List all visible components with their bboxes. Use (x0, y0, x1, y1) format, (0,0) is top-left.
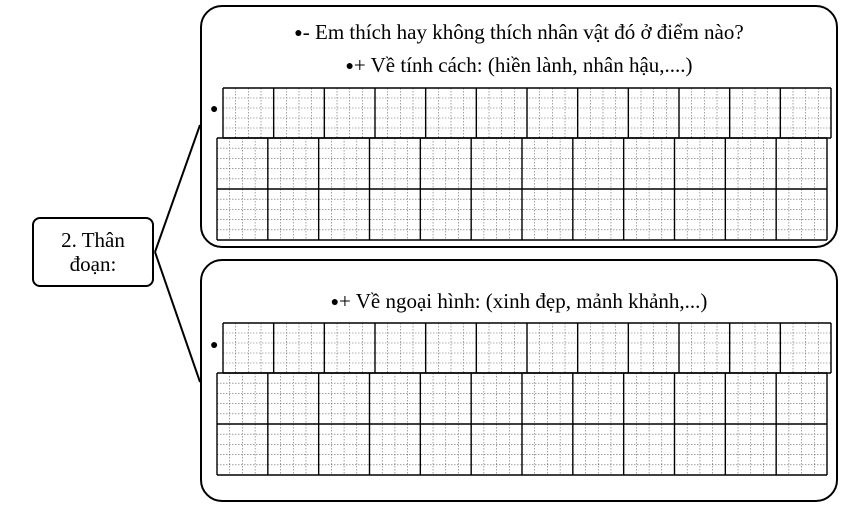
writing-grid-row (222, 87, 832, 139)
appearance-hint-text: + Về ngoại hình: (xinh đẹp, mảnh khảnh,...) (339, 289, 708, 313)
row-bullet-icon: ● (210, 102, 219, 117)
row-bullet-icon: ● (210, 338, 219, 353)
question-line (202, 19, 836, 47)
appearance-hint-line (202, 288, 836, 316)
section-label-line-1: 2. Thân (61, 228, 125, 252)
section-label-line-2: đoạn: (69, 252, 117, 276)
appearance-panel (200, 259, 838, 502)
personality-hint-text: + Về tính cách: (hiền lành, nhân hậu,....) (353, 53, 693, 77)
bullet-icon: ● (330, 295, 340, 311)
personality-hint-line (202, 52, 836, 80)
question-text: - Em thích hay không thích nhân vật đó ở điểm nào? (302, 20, 744, 44)
bullet-icon: ● (294, 26, 303, 42)
writing-grid-row (222, 322, 832, 374)
writing-grid-row (216, 372, 828, 476)
writing-grid-row (216, 137, 828, 241)
personality-panel (200, 5, 838, 248)
bullet-icon: ● (345, 59, 354, 75)
section-label-box (32, 217, 154, 287)
